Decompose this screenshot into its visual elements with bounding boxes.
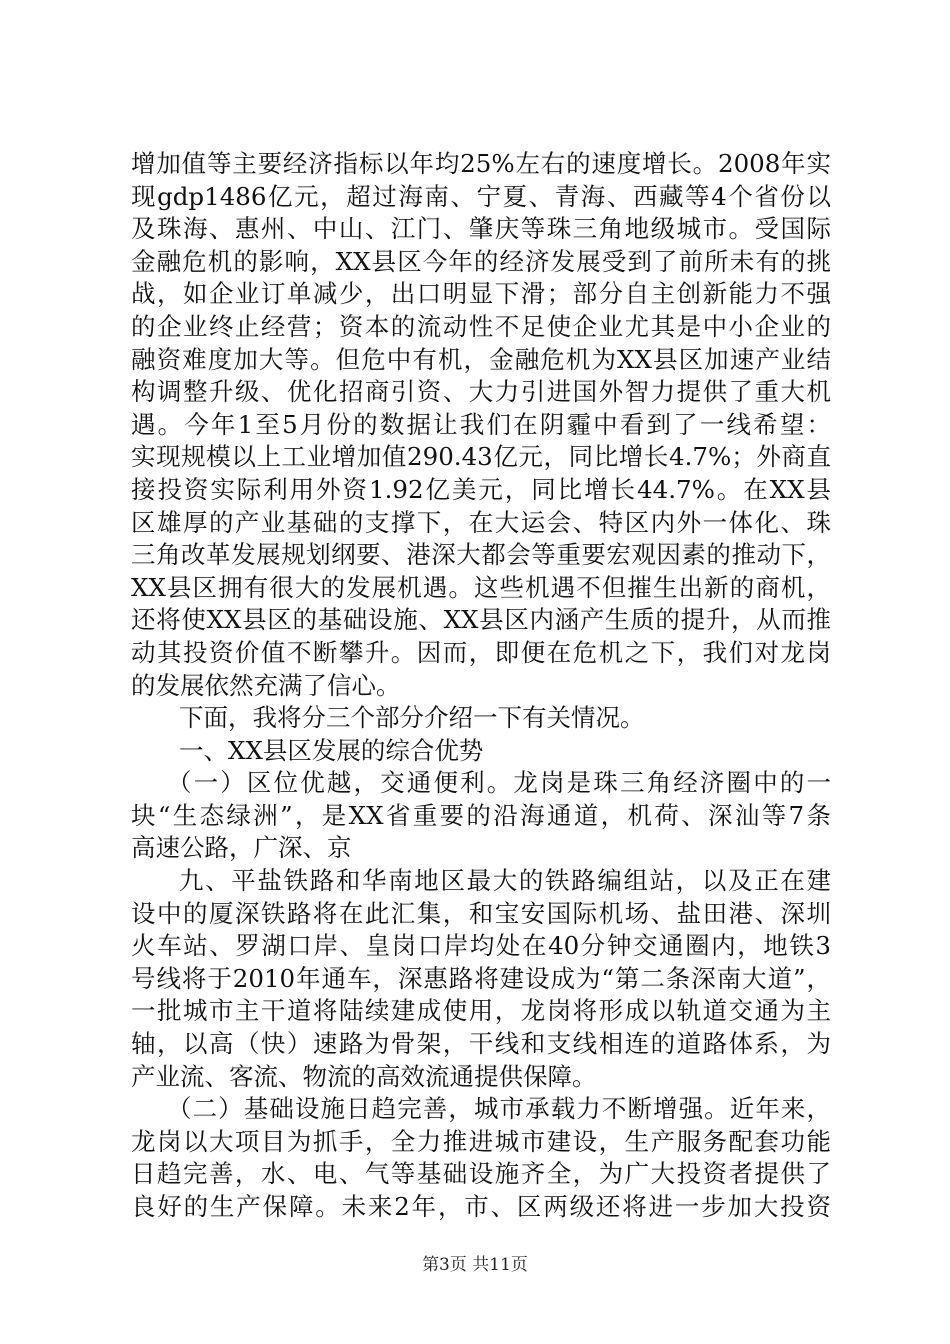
text-line: 轴，以高（快）速路为骨架，干线和支线相连的道路体系，为 xyxy=(131,1029,831,1059)
text-line: 日趋完善，水、电、气等基础设施齐全，为广大投资者提供了 xyxy=(131,1159,831,1189)
page-number: 第3页 共11页 xyxy=(422,1255,528,1275)
text-line: 产业流、客流、物流的高效流通提供保障。 xyxy=(131,1061,597,1091)
text-line: 设中的厦深铁路将在此汇集，和宝安国际机场、盐田港、深圳 xyxy=(131,898,831,928)
text-line: 一批城市主干道将陆续建成使用，龙岗将形成以轨道交通为主 xyxy=(131,996,831,1026)
text-line: 及珠海、惠州、中山、江门、肇庆等珠三角地级城市。受国际 xyxy=(131,214,831,244)
subsection-heading-line: （一）区位优越，交通便利。龙岗是珠三角经济圈中的一 xyxy=(167,768,831,798)
subsection-heading-line: （二）基础设施日趋完善，城市承载力不断增强。近年来， xyxy=(167,1094,831,1124)
text-line: 龙岗以大项目为抓手，全力推进城市建设，生产服务配套功能 xyxy=(131,1126,831,1156)
text-line: 良好的生产保障。未来2年，市、区两级还将进一步加大投资 xyxy=(131,1192,831,1221)
text-line: 号线将于2010年通车，深惠路将建设成为“第二条深南大道”， xyxy=(131,963,831,993)
text-line: 构调整升级、优化招商引资、大力引进国外智力提供了重大机 xyxy=(131,377,831,407)
text-line: 的发展依然充满了信心。 xyxy=(131,670,401,700)
text-line: 实现规模以上工业增加值290.43亿元，同比增长4.7%；外商直 xyxy=(131,442,831,472)
text-line: 融资难度加大等。但危中有机，金融危机为XX县区加速产业结 xyxy=(131,344,831,374)
document-body xyxy=(131,148,831,1224)
text-line: 高速公路，广深、京 xyxy=(131,833,352,863)
text-line: 三角改革发展规划纲要、港深大都会等重要宏观因素的推动下， xyxy=(131,540,831,570)
text-line: 现gdp1486亿元，超过海南、宁夏、青海、西藏等4个省份以 xyxy=(131,181,831,211)
text-line: 金融危机的影响，XX县区今年的经济发展受到了前所未有的挑 xyxy=(131,246,831,276)
text-line: 动其投资价值不断攀升。因而，即便在危机之下，我们对龙岗 xyxy=(131,637,831,667)
text-line: 区雄厚的产业基础的支撑下，在大运会、特区内外一体化、珠 xyxy=(131,507,831,537)
text-line: 火车站、罗湖口岸、皇岗口岸均处在40分钟交通圈内，地铁3 xyxy=(131,931,831,961)
text-line: 的企业终止经营；资本的流动性不足使企业尤其是中小企业的 xyxy=(131,311,831,341)
text-line: 战，如企业订单减少，出口明显下滑；部分自主创新能力不强 xyxy=(131,279,831,309)
text-line: 遇。今年1至5月份的数据让我们在阴霾中看到了一线希望： xyxy=(131,409,831,439)
text-line: 增加值等主要经济指标以年均25%左右的速度增长。2008年实 xyxy=(131,149,831,178)
text-line: 接投资实际利用外资1.92亿美元，同比增长44.7%。在XX县 xyxy=(131,474,831,504)
text-line: 九、平盐铁路和华南地区最大的铁路编组站，以及正在建 xyxy=(179,866,831,896)
text-line: 还将使XX县区的基础设施、XX县区内涵产生质的提升，从而推 xyxy=(131,605,831,635)
text-line: 块“生态绿洲”，是XX省重要的沿海通道，机荷、深汕等7条 xyxy=(131,800,831,830)
section-heading: 一、XX县区发展的综合优势 xyxy=(179,735,484,765)
text-line: XX县区拥有很大的发展机遇。这些机遇不但摧生出新的商机， xyxy=(131,572,831,602)
paragraph-intro: 下面，我将分三个部分介绍一下有关情况。 xyxy=(179,703,645,733)
